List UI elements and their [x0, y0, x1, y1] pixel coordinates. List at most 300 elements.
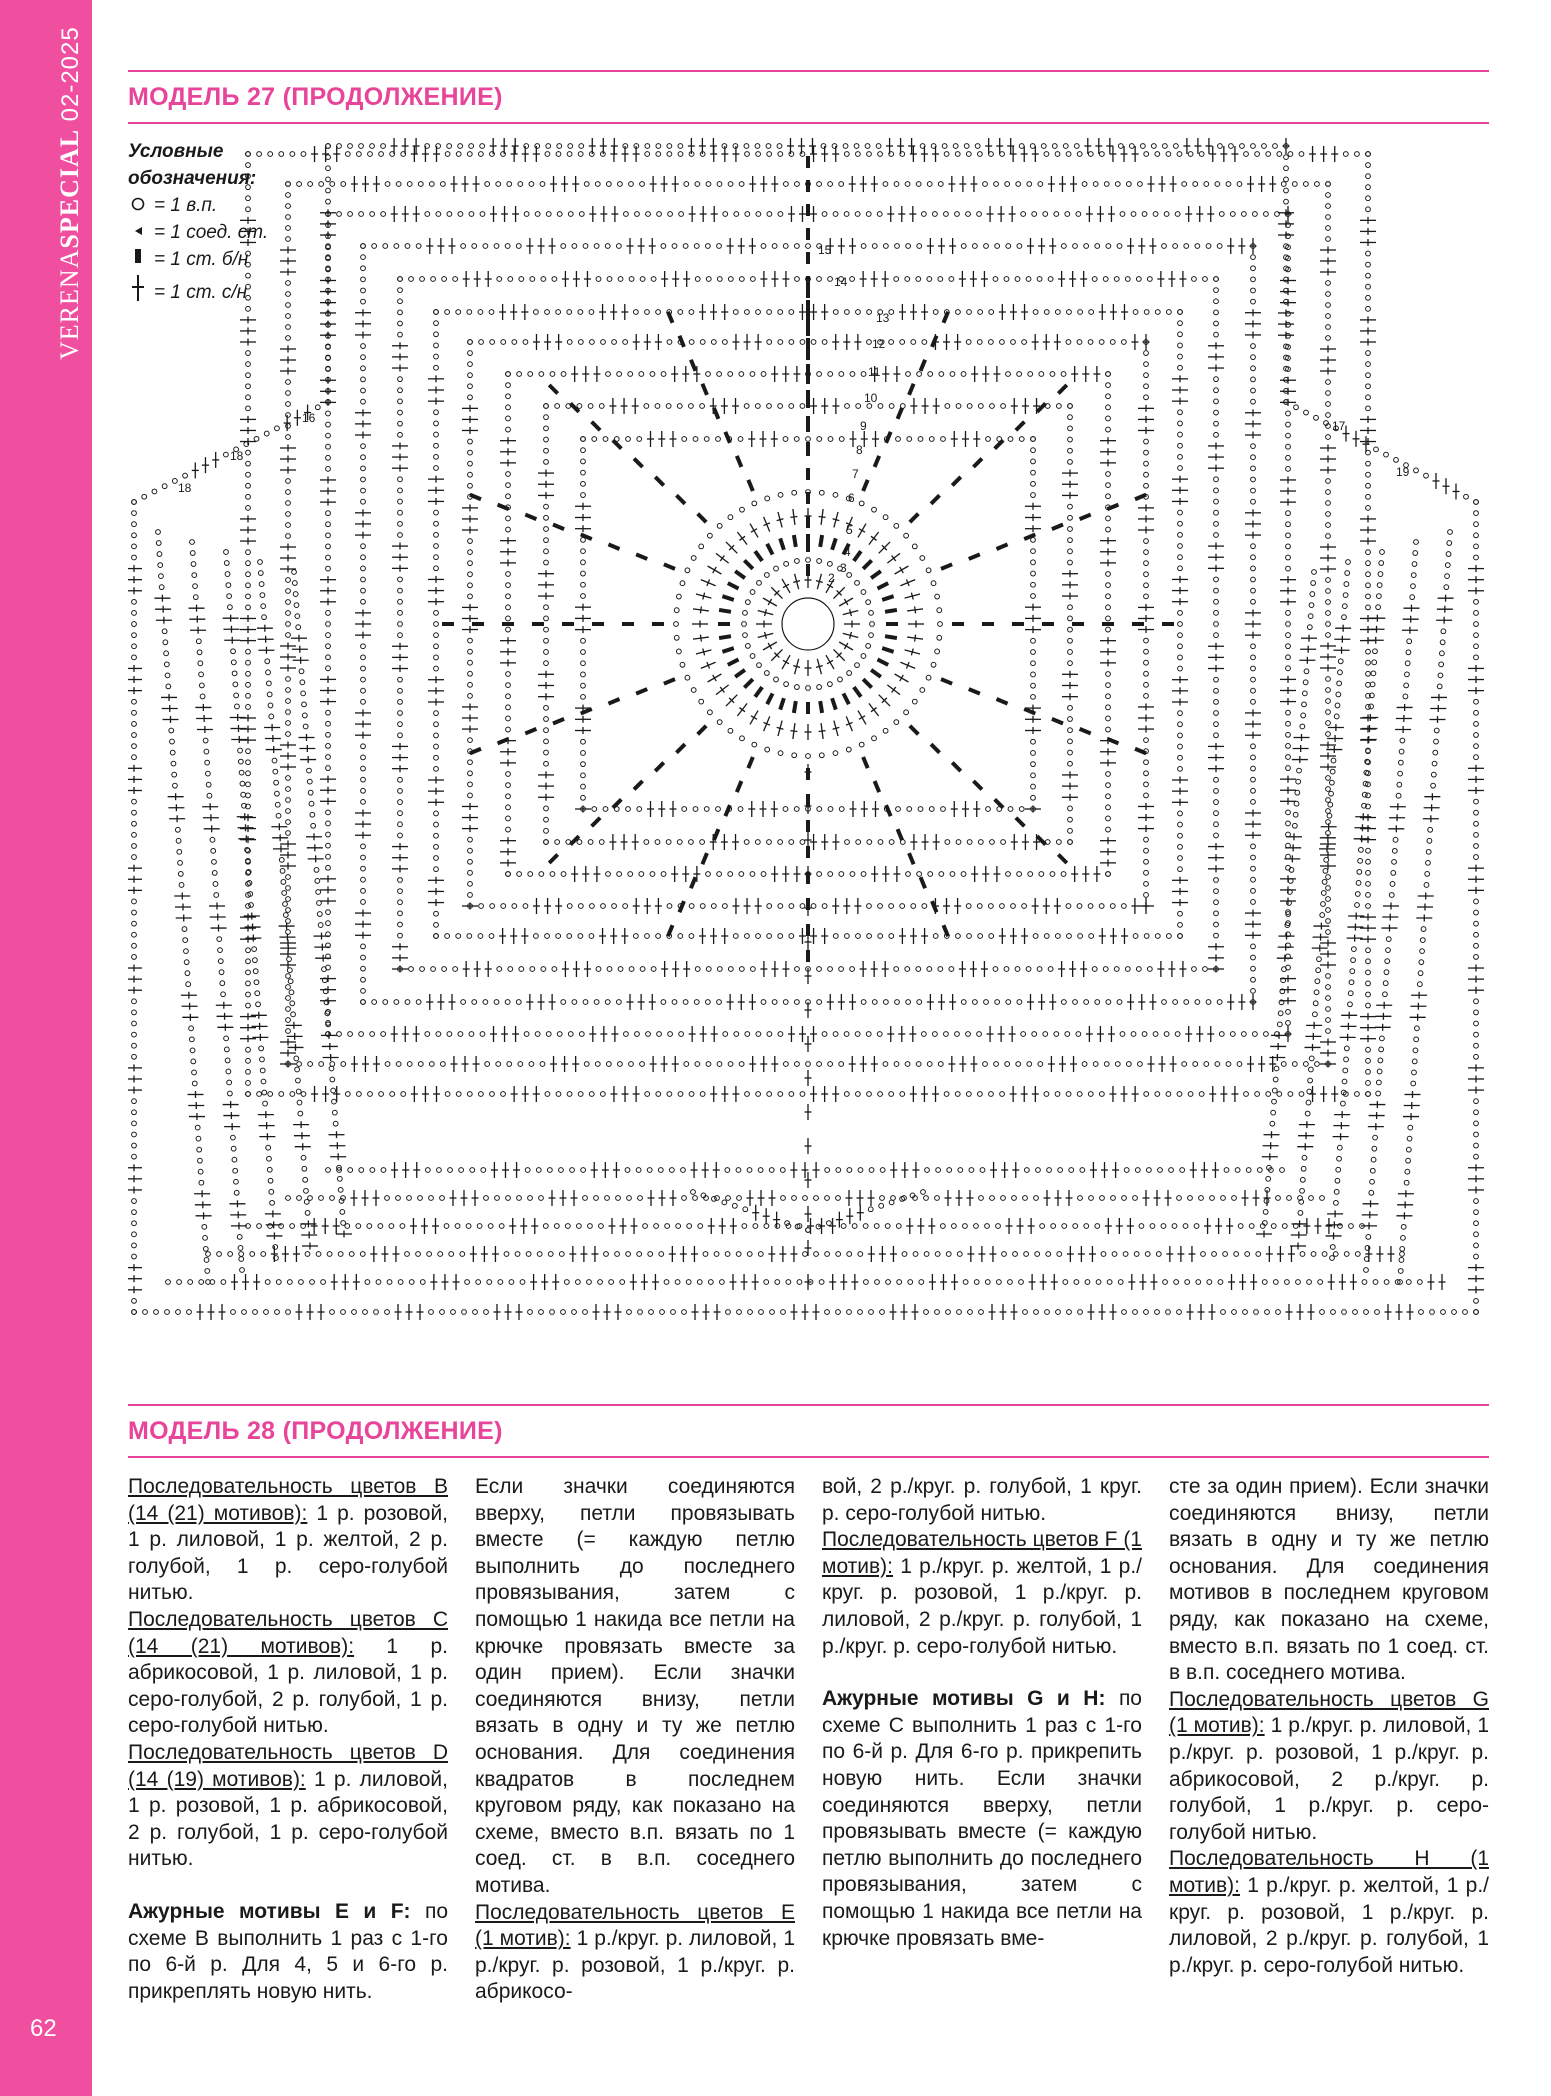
chain-stitch — [246, 693, 251, 698]
double-crochet-stitch — [1353, 431, 1360, 447]
double-crochet-stitch — [1208, 843, 1224, 850]
double-crochet-stitch — [757, 607, 774, 618]
double-crochet-stitch — [490, 206, 497, 222]
single-crochet-stitch — [830, 698, 838, 711]
row-number: 4 — [844, 545, 851, 559]
double-crochet-stitch — [982, 866, 989, 882]
chain-stitch — [556, 1092, 561, 1097]
chain-stitch — [1366, 273, 1371, 278]
chain-stitch — [326, 865, 331, 870]
chain-stitch — [537, 1252, 542, 1257]
double-crochet-stitch — [1306, 1022, 1322, 1029]
chain-stitch — [756, 934, 761, 939]
double-crochet-stitch — [1025, 626, 1041, 633]
chain-stitch — [747, 1168, 752, 1173]
double-crochet-stitch — [1369, 1101, 1385, 1108]
double-crochet-stitch — [821, 1086, 828, 1102]
chain-stitch — [484, 1196, 489, 1201]
chain-stitch — [1379, 1047, 1384, 1052]
double-crochet-stitch — [320, 598, 336, 605]
chain-stitch — [204, 749, 209, 754]
double-crochet-stitch — [572, 1056, 579, 1072]
double-crochet-stitch — [857, 1190, 864, 1206]
chain-stitch — [279, 857, 284, 862]
chain-stitch — [1326, 325, 1331, 330]
chain-stitch — [708, 710, 713, 715]
chain-stitch — [528, 372, 533, 377]
double-crochet-stitch — [970, 1056, 977, 1072]
chain-stitch — [1326, 226, 1331, 231]
double-crochet-stitch — [453, 1274, 460, 1290]
double-crochet-stitch — [1320, 555, 1336, 562]
chain-stitch — [1000, 904, 1005, 909]
double-crochet-stitch — [921, 928, 928, 944]
chain-stitch — [246, 472, 251, 477]
chain-stitch — [665, 1224, 670, 1229]
chain-stitch — [332, 1110, 337, 1115]
chain-stitch — [479, 340, 484, 345]
chain-stitch — [1338, 659, 1343, 664]
chain-stitch — [246, 660, 251, 665]
chain-stitch — [301, 691, 306, 696]
double-crochet-stitch — [832, 1086, 839, 1102]
double-crochet-stitch — [320, 277, 336, 284]
double-crochet-stitch — [850, 801, 857, 817]
double-crochet-stitch — [1177, 1246, 1184, 1262]
chain-stitch — [286, 534, 291, 539]
chain-stitch — [977, 1092, 982, 1097]
double-crochet-stitch — [591, 1162, 598, 1178]
chain-stitch — [756, 152, 761, 157]
chain-stitch — [1068, 650, 1073, 655]
chain-stitch — [1000, 152, 1005, 157]
double-crochet-stitch — [392, 843, 408, 850]
double-crochet-stitch — [463, 961, 470, 977]
double-crochet-stitch — [1360, 936, 1376, 943]
chain-stitch — [434, 443, 439, 448]
chain-stitch — [398, 399, 403, 404]
single-crochet-stitch — [806, 492, 810, 504]
chain-stitch — [1244, 1092, 1249, 1097]
double-crochet-stitch — [1292, 756, 1308, 763]
chain-stitch — [361, 900, 366, 905]
double-crochet-stitch — [1365, 1246, 1372, 1262]
chain-stitch — [1106, 416, 1111, 421]
double-crochet-stitch — [280, 357, 296, 364]
double-crochet-stitch — [509, 1218, 516, 1234]
chain-stitch — [212, 871, 217, 876]
chain-stitch — [1136, 277, 1141, 282]
chain-stitch — [843, 144, 848, 149]
double-crochet-stitch — [182, 1003, 198, 1010]
double-crochet-stitch — [1320, 940, 1336, 947]
double-crochet-stitch — [240, 538, 256, 545]
chain-stitch — [581, 683, 586, 688]
double-crochet-stitch — [1208, 954, 1224, 961]
chain-stitch — [1106, 794, 1111, 799]
chain-stitch — [200, 694, 205, 699]
double-crochet-stitch — [240, 316, 256, 323]
chain-stitch — [1334, 1200, 1339, 1205]
chain-stitch — [418, 1062, 423, 1067]
chain-stitch — [1017, 1000, 1022, 1005]
chain-stitch — [680, 581, 685, 586]
double-crochet-stitch — [805, 866, 812, 882]
chain-stitch — [555, 404, 560, 409]
double-crochet-stitch — [1139, 1274, 1146, 1290]
chain-stitch — [767, 904, 772, 909]
chain-stitch — [1405, 661, 1410, 666]
chain-stitch — [1178, 555, 1183, 560]
chain-stitch — [1223, 1252, 1228, 1257]
chain-stitch — [165, 1310, 170, 1315]
chain-stitch — [716, 437, 721, 442]
chain-stitch — [370, 144, 375, 149]
double-crochet-stitch — [1208, 743, 1224, 750]
chain-stitch — [1366, 196, 1371, 201]
chain-stitch — [1398, 760, 1403, 765]
chain-stitch — [717, 967, 722, 972]
chain-stitch — [1380, 1036, 1385, 1041]
chain-stitch — [1326, 875, 1331, 880]
chain-stitch — [132, 1210, 137, 1215]
double-crochet-stitch — [721, 398, 728, 414]
chain-stitch — [1126, 1062, 1131, 1067]
chain-stitch — [1276, 1310, 1281, 1315]
chain-stitch — [900, 904, 905, 909]
paragraph-text: 1 р./круг. р. желтой, 1 р./круг. р. розовой, 1 р./круг. р. лиловой, 2 р./круг. р. голубой, 1 р./круг. р. серо-голубой нитью. — [1169, 1873, 1489, 1977]
chain-stitch — [497, 277, 502, 282]
chain-stitch — [1474, 511, 1479, 516]
chain-stitch — [1144, 649, 1149, 654]
chain-stitch — [961, 372, 966, 377]
chain-stitch — [1374, 447, 1379, 452]
double-crochet-stitch — [1298, 1132, 1314, 1139]
chain-stitch — [327, 1252, 332, 1257]
chain-stitch — [326, 921, 331, 926]
chain-stitch — [925, 1168, 930, 1173]
chain-stitch — [478, 310, 483, 315]
chain-stitch — [1144, 483, 1149, 488]
row-number: 2 — [828, 571, 835, 585]
double-crochet-stitch — [188, 1102, 204, 1109]
chain-stitch — [203, 1247, 208, 1252]
chain-stitch — [1068, 448, 1073, 453]
double-crochet-stitch — [831, 585, 847, 601]
chain-stitch — [488, 1224, 493, 1229]
double-crochet-stitch — [1363, 1200, 1379, 1207]
chain-stitch — [548, 1252, 553, 1257]
double-crochet-stitch — [1025, 525, 1041, 532]
double-crochet-stitch — [752, 1274, 759, 1290]
chain-stitch — [524, 212, 529, 217]
double-crochet-stitch — [355, 810, 371, 817]
chain-stitch — [246, 450, 251, 455]
double-crochet-stitch — [128, 787, 142, 794]
double-crochet-stitch — [355, 732, 371, 739]
double-crochet-stitch — [210, 914, 226, 921]
chain-stitch — [556, 934, 561, 939]
chain-stitch — [1147, 277, 1152, 282]
chain-stitch — [581, 560, 586, 565]
chain-stitch — [1178, 466, 1183, 471]
double-crochet-stitch — [370, 1246, 377, 1262]
chain-stitch — [506, 483, 511, 488]
chain-stitch — [1099, 340, 1104, 345]
double-crochet-stitch — [829, 1274, 836, 1290]
double-crochet-stitch — [1320, 258, 1336, 265]
chain-stitch — [1144, 1310, 1149, 1315]
double-crochet-stitch — [1208, 765, 1224, 772]
double-crochet-stitch — [1331, 146, 1338, 162]
chain-stitch — [1082, 1062, 1087, 1067]
chain-stitch — [977, 212, 982, 217]
chain-stitch — [1309, 603, 1314, 608]
double-crochet-stitch — [485, 271, 492, 287]
chain-stitch — [861, 372, 866, 377]
double-crochet-stitch — [280, 555, 296, 562]
chain-stitch — [1366, 295, 1371, 300]
double-crochet-stitch — [929, 1274, 936, 1290]
double-crochet-stitch — [1360, 637, 1376, 644]
chain-stitch — [704, 437, 709, 442]
chain-stitch — [996, 1224, 1001, 1229]
double-crochet-stitch — [1328, 724, 1344, 731]
chain-stitch — [286, 897, 291, 902]
chain-stitch — [1277, 1022, 1282, 1027]
chain-stitch — [231, 649, 236, 654]
chain-stitch — [398, 711, 403, 716]
chain-stitch — [578, 934, 583, 939]
chain-stitch — [1296, 779, 1301, 784]
chain-stitch — [1394, 457, 1399, 462]
double-crochet-stitch — [280, 951, 296, 958]
double-crochet-stitch — [593, 1304, 600, 1320]
chain-stitch — [246, 671, 251, 676]
single-crochet-stitch — [678, 900, 686, 913]
chain-stitch — [434, 711, 439, 716]
double-crochet-stitch — [1062, 593, 1078, 600]
chain-stitch — [995, 1000, 1000, 1005]
chain-stitch — [249, 903, 254, 908]
chain-stitch — [1343, 152, 1348, 157]
chain-stitch — [1280, 1168, 1285, 1173]
double-crochet-stitch — [1320, 467, 1336, 474]
chain-stitch — [1266, 152, 1271, 157]
chain-stitch — [468, 539, 473, 544]
chain-stitch — [132, 955, 137, 960]
single-crochet-stitch — [472, 622, 484, 626]
double-crochet-stitch — [832, 898, 839, 914]
double-crochet-stitch — [500, 559, 516, 566]
chain-stitch — [975, 144, 980, 149]
chain-stitch — [761, 372, 766, 377]
chain-stitch — [1326, 611, 1331, 616]
chain-stitch — [170, 750, 175, 755]
double-crochet-stitch — [805, 764, 812, 780]
chain-stitch — [937, 635, 942, 640]
chain-stitch — [1272, 1099, 1277, 1104]
double-crochet-stitch — [899, 659, 916, 672]
row-number: 8 — [856, 443, 863, 457]
chain-stitch — [286, 787, 291, 792]
single-crochet-stitch — [633, 457, 644, 468]
chain-stitch — [856, 152, 861, 157]
chain-stitch — [512, 340, 517, 345]
chain-stitch — [706, 182, 711, 187]
double-crochet-stitch — [1038, 994, 1045, 1010]
chain-stitch — [606, 1062, 611, 1067]
chain-stitch — [246, 561, 251, 566]
double-crochet-stitch — [1387, 1246, 1394, 1262]
chain-stitch — [361, 244, 366, 249]
double-crochet-stitch — [1025, 514, 1041, 521]
motif-heading: Ажурные мотивы G и H: — [822, 1687, 1106, 1711]
chain-stitch — [706, 277, 711, 282]
chain-stitch — [132, 544, 137, 549]
chain-stitch — [1068, 761, 1073, 766]
chain-stitch — [376, 1280, 381, 1285]
chain-stitch — [797, 1280, 802, 1285]
chain-stitch — [955, 1092, 960, 1097]
chain-stitch — [1178, 410, 1183, 415]
chain-stitch — [850, 277, 855, 282]
chain-stitch — [490, 904, 495, 909]
chain-stitch — [1221, 1310, 1226, 1315]
double-crochet-stitch — [1389, 814, 1405, 821]
chain-stitch — [434, 722, 439, 727]
chain-stitch — [262, 615, 267, 620]
single-crochet-stitch — [765, 543, 774, 556]
chain-stitch — [544, 437, 549, 442]
double-crochet-stitch — [1334, 647, 1350, 654]
chain-stitch — [1251, 266, 1256, 271]
double-crochet-stitch — [573, 961, 580, 977]
single-crochet-stitch — [806, 420, 810, 432]
chain-stitch — [434, 822, 439, 827]
double-crochet-stitch — [240, 527, 256, 534]
chain-stitch — [872, 1000, 877, 1005]
chain-stitch — [434, 856, 439, 861]
chain-stitch — [132, 533, 137, 538]
chain-stitch — [905, 277, 910, 282]
chain-stitch — [162, 484, 167, 489]
chain-stitch — [468, 594, 473, 599]
chain-stitch — [206, 1252, 211, 1257]
chain-stitch — [506, 416, 511, 421]
double-crochet-stitch — [943, 898, 950, 914]
chain-stitch — [1313, 1012, 1318, 1017]
double-crochet-stitch — [1427, 1274, 1434, 1290]
double-crochet-stitch — [286, 1022, 302, 1029]
chain-stitch — [407, 182, 412, 187]
chain-stitch — [361, 566, 366, 571]
double-crochet-stitch — [333, 1218, 340, 1234]
chain-stitch — [1411, 584, 1416, 589]
double-crochet-stitch — [1280, 277, 1296, 284]
double-crochet-stitch — [1269, 1054, 1285, 1061]
chain-stitch — [1463, 1310, 1468, 1315]
double-crochet-stitch — [732, 146, 739, 162]
double-crochet-stitch — [355, 409, 371, 416]
chain-stitch — [286, 237, 291, 242]
double-crochet-stitch — [224, 637, 240, 644]
paragraph-text: 1 р. абрикосовой, 1 р. лиловой, 1 р. серо-голубой, 2 р. голубой, 1 р. серо-голубой нитью. — [128, 1634, 448, 1738]
double-crochet-stitch — [837, 639, 854, 653]
chain-stitch — [1144, 550, 1149, 555]
chain-stitch — [1051, 1224, 1056, 1229]
chain-stitch — [218, 959, 223, 964]
double-crochet-stitch — [402, 1026, 409, 1042]
chain-stitch — [1068, 426, 1073, 431]
chain-stitch — [1206, 1000, 1211, 1005]
chain-stitch — [1321, 891, 1326, 896]
chain-stitch — [1078, 310, 1083, 315]
double-crochet-stitch — [318, 1304, 325, 1320]
chain-stitch — [132, 1132, 137, 1137]
chain-stitch — [132, 999, 137, 1004]
chain-stitch — [409, 967, 414, 972]
chain-stitch — [1417, 1280, 1422, 1285]
chain-stitch — [1286, 511, 1291, 516]
double-crochet-stitch — [855, 709, 869, 726]
chain-stitch — [1144, 461, 1149, 466]
chain-stitch — [765, 747, 770, 752]
row-number: 12 — [872, 337, 886, 351]
chain-stitch — [544, 404, 549, 409]
chain-stitch — [1326, 336, 1331, 341]
chain-stitch — [938, 622, 943, 627]
chain-stitch — [858, 1252, 863, 1257]
chain-stitch — [1262, 144, 1267, 149]
double-crochet-stitch — [1106, 138, 1113, 154]
double-crochet-stitch — [1245, 932, 1261, 939]
chain-stitch — [1133, 310, 1138, 315]
double-crochet-stitch — [300, 756, 316, 763]
double-crochet-stitch — [1172, 476, 1188, 483]
chain-stitch — [646, 212, 651, 217]
chain-stitch — [257, 1092, 262, 1097]
chain-stitch — [1326, 721, 1331, 726]
double-crochet-stitch — [265, 1210, 281, 1217]
chain-stitch — [841, 1224, 846, 1229]
chain-stitch — [276, 1280, 281, 1285]
double-crochet-stitch — [1245, 810, 1261, 817]
double-crochet-stitch — [1239, 1274, 1246, 1290]
chain-stitch — [258, 560, 263, 565]
chain-stitch — [1177, 1092, 1182, 1097]
single-crochet-stitch — [743, 559, 754, 570]
double-crochet-stitch — [854, 898, 861, 914]
chain-stitch — [1144, 760, 1149, 765]
chain-stitch — [466, 1224, 471, 1229]
double-crochet-stitch — [355, 520, 371, 527]
double-crochet-stitch — [1208, 665, 1224, 672]
chain-stitch — [803, 1196, 808, 1201]
chain-stitch — [467, 310, 472, 315]
chain-stitch — [275, 802, 280, 807]
chain-stitch — [1249, 1224, 1254, 1229]
text-column-3 — [822, 1474, 1142, 2006]
chain-stitch — [190, 551, 195, 556]
chain-stitch — [744, 840, 749, 845]
chain-stitch — [581, 650, 586, 655]
chain-stitch — [546, 144, 551, 149]
double-crochet-stitch — [1062, 671, 1078, 678]
chain-stitch — [1326, 908, 1331, 913]
double-crochet-stitch — [1154, 1190, 1161, 1206]
chain-stitch — [883, 728, 888, 733]
